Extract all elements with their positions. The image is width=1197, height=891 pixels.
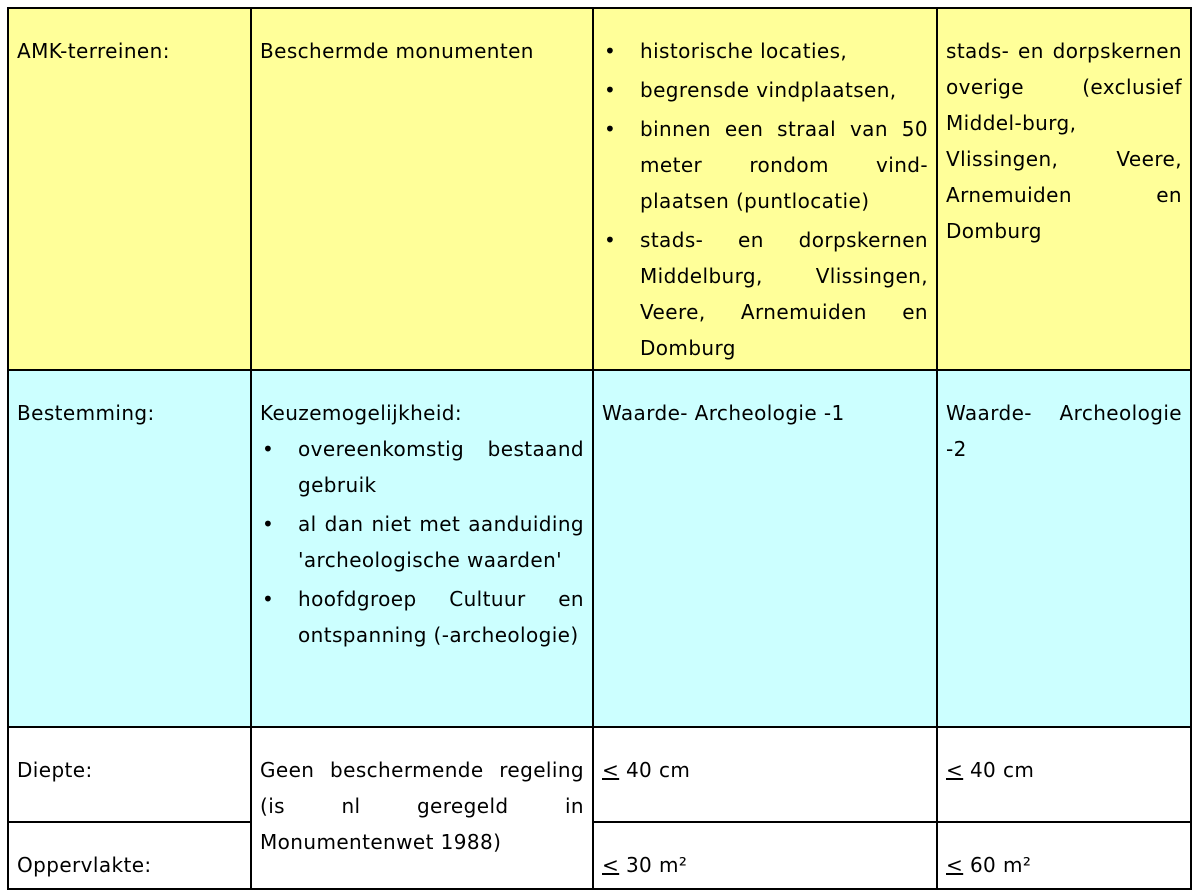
less-or-equal-symbol: <	[946, 758, 964, 782]
list-item: • overeenkomstig bestaand gebruik	[260, 431, 584, 503]
row-oppervlakte	[8, 822, 1191, 889]
row-label-bestemming	[8, 370, 251, 727]
merged-regeling-cell	[251, 727, 593, 889]
oppervlakte-col4-value: 60 m²	[969, 853, 1032, 877]
bestemming-col2-list	[260, 431, 584, 653]
row-label-amk	[8, 8, 251, 370]
row-label-diepte	[8, 727, 251, 822]
diepte-label: Diepte:	[17, 758, 93, 782]
list-item: • binnen een straal van 50 meter rondom vind-plaatsen (puntlocatie)	[602, 111, 928, 219]
regeling-text: Geen beschermende regeling (is nl geregeld in Monumentenwet 1988)	[260, 758, 584, 854]
bestemming-col3-cell	[593, 370, 937, 727]
list-item: • stads- en dorpskernen Middelburg, Vlissingen, Veere, Arnemuiden en Domburg	[602, 222, 928, 366]
oppervlakte-col3-value: 30 m²	[625, 853, 688, 877]
amk-col4-cell	[937, 8, 1191, 370]
list-item: • historische locaties,	[602, 33, 928, 69]
amk-label: AMK-terreinen:	[17, 39, 170, 63]
amk-col4-text: stads- en dorpskernen overige (exclusief Middel-burg, Vlissingen, Veere, Arnemuiden en Domburg	[946, 39, 1182, 243]
less-or-equal-symbol: <	[946, 853, 964, 877]
bestemming-intro: Keuzemogelijkheid:	[260, 401, 463, 425]
row-diepte	[8, 727, 1191, 822]
amk-col2-cell	[251, 8, 593, 370]
oppervlakte-col4-cell	[937, 822, 1191, 889]
oppervlakte-label: Oppervlakte:	[17, 853, 152, 877]
less-or-equal-symbol: <	[602, 853, 620, 877]
bestemming-col4-cell	[937, 370, 1191, 727]
list-item: • al dan niet met aanduiding 'archeologische waarden'	[260, 506, 584, 578]
diepte-col3-value: 40 cm	[625, 758, 691, 782]
bestemming-label: Bestemming:	[17, 401, 155, 425]
diepte-col4-cell	[937, 727, 1191, 822]
diepte-col3-cell	[593, 727, 937, 822]
row-bestemming	[8, 370, 1191, 727]
bestemming-col2-cell	[251, 370, 593, 727]
amk-col3-list	[602, 33, 928, 366]
regulation-table	[7, 7, 1192, 890]
bestemming-col3-text: Waarde- Archeologie -1	[602, 401, 845, 425]
amk-col2-text: Beschermde monumenten	[260, 39, 534, 63]
less-or-equal-symbol: <	[602, 758, 620, 782]
oppervlakte-col3-cell	[593, 822, 937, 889]
diepte-col4-value: 40 cm	[969, 758, 1035, 782]
row-amk-terreinen	[8, 8, 1191, 370]
list-item: • hoofdgroep Cultuur en ontspanning (-archeologie)	[260, 581, 584, 653]
list-item: • begrensde vindplaatsen,	[602, 72, 928, 108]
amk-col3-cell	[593, 8, 937, 370]
row-label-oppervlakte	[8, 822, 251, 889]
bestemming-col4-text: Waarde- Archeologie -2	[946, 401, 1182, 461]
